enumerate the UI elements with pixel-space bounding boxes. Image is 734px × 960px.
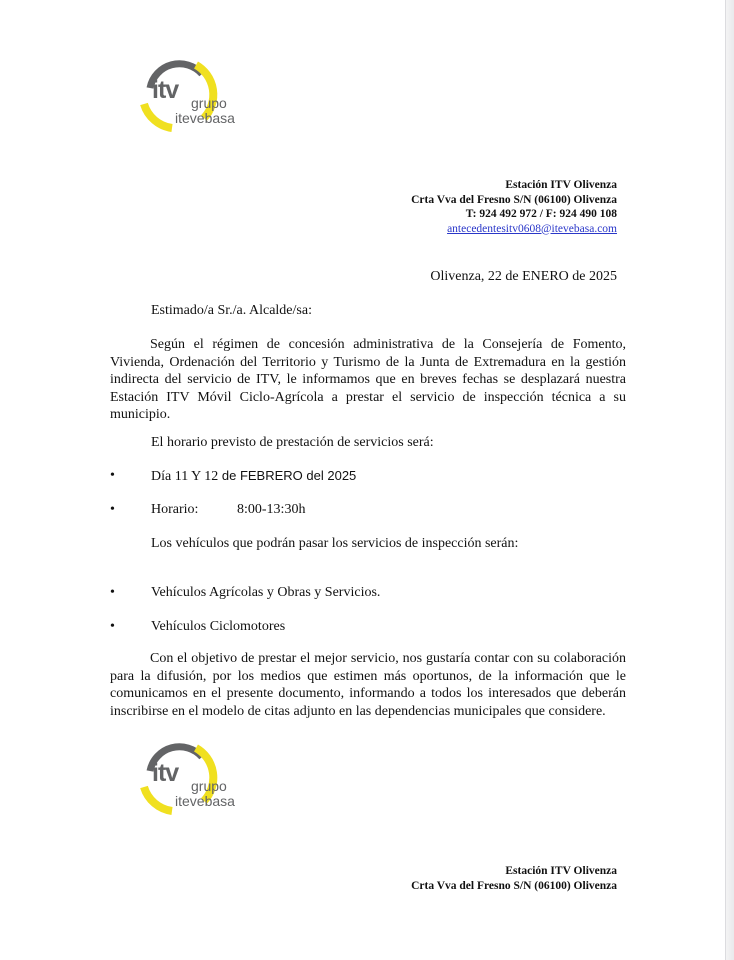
letter-date: Olivenza, 22 de ENERO de 2025 xyxy=(430,269,617,284)
schedule-hours-label: Horario: xyxy=(151,502,199,517)
vehicle-item: Vehículos Ciclomotores xyxy=(151,619,286,634)
greeting: Estimado/a Sr./a. Alcalde/sa: xyxy=(151,303,312,318)
schedule-day-suffix: de FEBRERO del 2025 xyxy=(218,468,357,483)
logo-grupo-text: grupo xyxy=(191,778,227,794)
logo-grupo-text: grupo xyxy=(191,95,227,111)
sender-header xyxy=(411,178,617,236)
logo-company-text: itevebasa xyxy=(175,110,235,126)
header-phones: T: 924 492 972 / F: 924 490 108 xyxy=(465,208,617,220)
header-address: Crta Vva del Fresno S/N (06100) Olivenza xyxy=(411,193,617,206)
logo-itv-text: itv xyxy=(152,76,179,104)
header-station: Estación ITV Olivenza xyxy=(505,179,617,191)
logo-company-text: itevebasa xyxy=(175,793,235,809)
bullet-icon: • xyxy=(110,585,115,600)
bullet-icon: • xyxy=(110,502,115,517)
body-paragraph-1: Según el régimen de concesión administrativa de la Consejería de Fomento, Vivienda, Ordenación del Territorio y Turismo de la Junta de Extremadura en la gestión indirecta del servicio de ITV, le informamos que en breves fechas se desplazará nuestra Estación ITV Móvil Ciclo-Agrícola a prestar el servicio de inspección técnica a su municipio. xyxy=(110,337,626,422)
logo-itv-text: itv xyxy=(152,759,179,787)
schedule-day-prefix: Día 11 Y 12 xyxy=(151,469,219,484)
page-edge xyxy=(725,0,734,960)
vehicles-intro: Los vehículos que podrán pasar los servicios de inspección serán: xyxy=(151,536,519,551)
body-paragraph-2: Con el objetivo de prestar el mejor servicio, nos gustaría contar con su colaboración para la difusión, por los medios que estimen más oportunos, de la información que le comunicamos en el presente documento, informando a todos los interesados que deberán inscribirse en el modelo de citas adjunto en las dependencias municipales que considere. xyxy=(110,651,626,719)
schedule-day xyxy=(151,467,356,486)
schedule-hours-value: 8:00-13:30h xyxy=(237,502,306,517)
sender-footer xyxy=(411,864,617,893)
vehicle-item: Vehículos Agrícolas y Obras y Servicios. xyxy=(151,585,381,600)
company-logo-bottom xyxy=(138,741,248,821)
company-logo-top xyxy=(138,58,248,138)
footer-address: Crta Vva del Fresno S/N (06100) Olivenza xyxy=(411,879,617,892)
bullet-icon: • xyxy=(110,619,115,634)
schedule-intro: El horario previsto de prestación de servicios será: xyxy=(151,435,434,450)
footer-station: Estación ITV Olivenza xyxy=(505,865,617,877)
bullet-icon: • xyxy=(110,468,115,483)
header-email-link[interactable]: antecedentesitv0608@itevebasa.com xyxy=(447,222,617,235)
